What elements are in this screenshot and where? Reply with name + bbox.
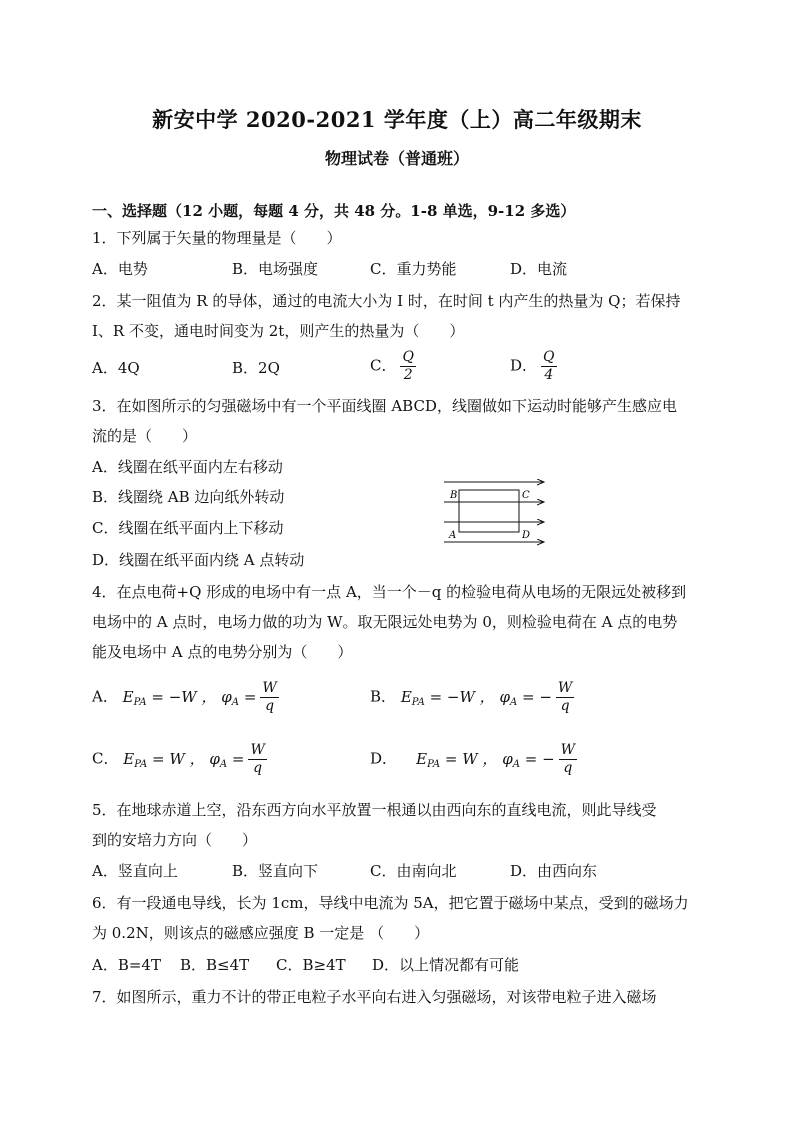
q1-option-b: B．电场强度	[232, 260, 319, 278]
q2-option-d: D． $\frac{Q}{4}$	[510, 349, 555, 383]
q4-a-fraction: $\frac{W}{q}$	[262, 680, 277, 714]
q4-c-energy: $E_{PA} = W$ ，	[123, 749, 205, 770]
q3-option-d: D．线圈在纸平面内绕 A 点转动	[92, 551, 305, 569]
q4-option-a: A． $E_{PA} = -W$ ， $\varphi_A$ = $\frac{W}{q}$	[92, 680, 277, 714]
q4-option-c: C． $E_{PA} = W$ ， $\varphi_A$ = $\frac{W}{q}$	[92, 742, 265, 776]
q6-stem-line1: 6．有一段通电导线，长为 1cm，导线中电流为 5A，把它置于磁场中某点，受到的磁场力	[92, 894, 689, 912]
q6-stem-line2: 为 0.2N，则该点的磁感应强度 B 一定是 （ ）	[92, 924, 430, 942]
coil-label-a: A	[449, 530, 457, 541]
q4-stem-line2: 电场中的 A 点时，电场力做的功为 W。取无限远处电势为 0，则检验电荷在 A 点的电势	[92, 613, 678, 631]
q4-option-b: B． $E_{PA} = -W$ ， $\varphi_A$ = − $\frac{W}{q}$	[370, 680, 573, 714]
q3-option-b: B．线圈绕 AB 边向纸外转动	[92, 488, 285, 506]
q2-stem-line2: I、R 不变，通电时间变为 2t，则产生的热量为（ ）	[92, 322, 465, 340]
q2-option-b: B．2Q	[232, 359, 280, 377]
q2-option-d-fraction: $\frac{Q}{4}$	[543, 349, 555, 383]
q2-stem-line1: 2．某一阻值为 R 的导体，通过的电流大小为 I 时，在时间 t 内产生的热量为 Q；若保持	[92, 292, 681, 310]
q1-option-a: A．电势	[92, 260, 148, 278]
q3-option-c: C．线圈在纸平面内上下移动	[92, 519, 284, 537]
q4-option-d: D． $E_{PA} = W$ ， $\varphi_A$ = − $\frac{W}{q}$	[370, 742, 576, 776]
q1-option-d: D．电流	[510, 260, 568, 278]
q4-stem-line1: 4．在点电荷+Q 形成的电场中有一点 A，当一个－q 的检验电荷从电场的无限远处被移到	[92, 583, 687, 601]
coil-label-b: B	[450, 490, 458, 501]
q4-c-fraction: $\frac{W}{q}$	[250, 742, 265, 776]
q4-a-potential: $\varphi_A$ =	[221, 687, 257, 708]
q2-option-c-fraction: $\frac{Q}{2}$	[402, 349, 414, 383]
q7-stem-line1: 7．如图所示，重力不计的带正电粒子水平向右进入匀强磁场，对该带电粒子进入磁场	[92, 988, 657, 1006]
coil-label-d: D	[522, 530, 531, 541]
q1-stem: 1．下列属于矢量的物理量是（ ）	[92, 229, 342, 247]
q4-d-fraction: $\frac{W}{q}$	[560, 742, 576, 776]
exam-subtitle: 物理试卷（普通班）	[324, 149, 469, 168]
q3-option-a: A．线圈在纸平面内左右移动	[92, 458, 283, 476]
q5-option-b: B．竖直向下	[232, 862, 319, 880]
exam-title: 新安中学 2020-2021 学年度（上）高二年级期末	[152, 107, 642, 132]
q2-option-c: C． $\frac{Q}{2}$	[370, 349, 414, 383]
coil-rectangle	[459, 490, 519, 532]
q4-d-potential: $\varphi_A$ = −	[502, 749, 555, 770]
q6-option-a: A．B=4T	[92, 956, 161, 974]
q5-option-d: D．由西向东	[510, 862, 598, 880]
q6-option-d: D．以上情况都有可能	[372, 956, 520, 974]
q2-option-a: A．4Q	[92, 359, 140, 377]
magnetic-field-coil-figure	[440, 476, 550, 548]
q4-b-fraction: $\frac{W}{q}$	[557, 680, 573, 714]
q4-d-energy: $E_{PA} = W$ ，	[416, 749, 498, 770]
q5-stem-line2: 到的安培力方向（ ）	[92, 831, 258, 849]
q4-b-energy: $E_{PA} = -W$ ，	[400, 687, 495, 708]
q4-c-potential: $\varphi_A$ =	[209, 749, 245, 770]
q4-stem-line3: 能及电场中 A 点的电势分别为（ ）	[92, 643, 353, 661]
q1-option-c: C．重力势能	[370, 260, 457, 278]
q5-option-c: C．由南向北	[370, 862, 457, 880]
section-heading: 一、选择题（12 小题，每题 4 分，共 48 分。1-8 单选，9-12 多选）	[92, 202, 576, 220]
q5-stem-line1: 5．在地球赤道上空，沿东西方向水平放置一根通以由西向东的直线电流，则此导线受	[92, 801, 657, 819]
q6-option-b: B．B≤4T	[180, 956, 250, 974]
q5-option-a: A．竖直向上	[92, 862, 178, 880]
q3-stem-line2: 流的是（ ）	[92, 427, 198, 445]
q4-a-energy: $E_{PA} = -W$ ，	[122, 687, 217, 708]
coil-label-c: C	[522, 490, 530, 501]
q3-stem-line1: 3．在如图所示的匀强磁场中有一个平面线圈 ABCD，线圈做如下运动时能够产生感应电	[92, 397, 677, 415]
q6-option-c: C．B≥4T	[276, 956, 346, 974]
q4-b-potential: $\varphi_A$ = −	[499, 687, 552, 708]
